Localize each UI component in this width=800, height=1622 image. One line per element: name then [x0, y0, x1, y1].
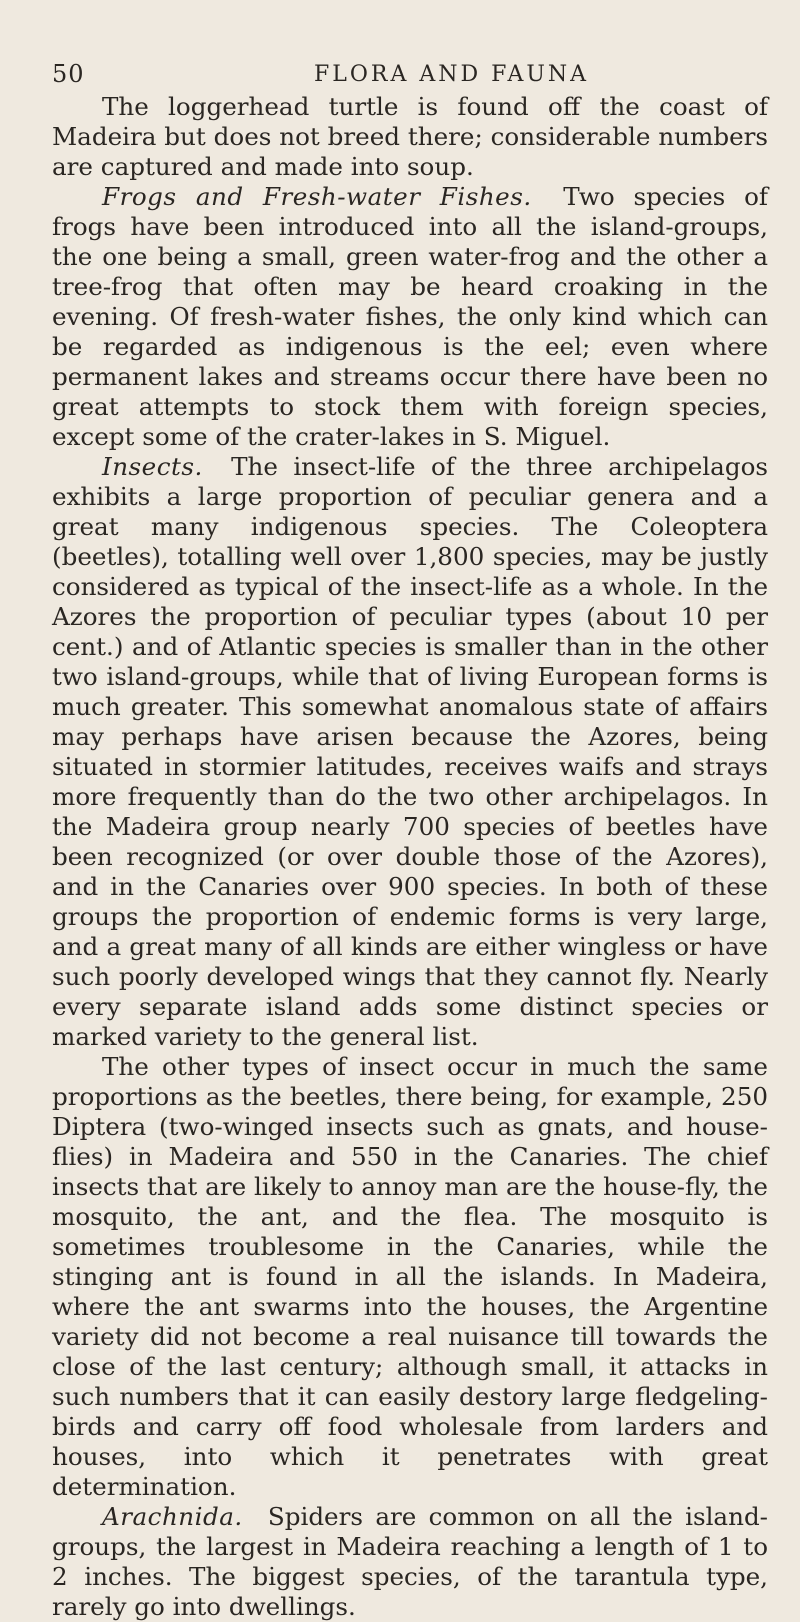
paragraph-insects: [52, 452, 768, 1052]
page-number: 50: [52, 60, 85, 88]
paragraph-other-insects: [52, 1052, 768, 1502]
paragraph-arachnida: [52, 1502, 768, 1622]
paragraph-text: Spiders are common on all the island-groups, the largest in Madeira reaching a length of 1 to 2 inches. The biggest species, of the tarantula type, rarely go into dwellings.: [52, 1502, 768, 1621]
paragraph-text: The insect-life of the three archipelagos exhibits a large proportion of peculiar genera and a great many indigenous species. The Coleoptera (beetles), totalling well over 1,800 species, may be justly considered as typical of the insect-life as a whole. In the Azores the proportion of peculiar types (about 10 per cent.) and of Atlantic species is smaller than in the other two island-groups, while that of living European forms is much greater. This somewhat anomalous state of affairs may perhaps have arisen because the Azores, being situated in stormier latitudes, receives waifs and strays more frequently than do the two other archipelagos. In the Madeira group nearly 700 species of beetles have been recognized (or over double those of the Azores), and in the Canaries over 900 species. In both of these groups the proportion of endemic forms is very large, and a great many of all kinds are either wingless or have such poorly developed wings that they cannot fly. Nearly every separate island adds some distinct species or marked variety to the general list.: [52, 452, 768, 1051]
section-heading-insects: Insects.: [102, 452, 216, 481]
paragraph-text: Two species of frogs have been introduced into all the island-groups, the one being a small, green water-frog and the other a tree-frog that often may be heard croaking in the evening. Of fresh-water fishes, the only kind which can be regarded as indigenous is the eel; even where permanent lakes and streams occur there have been no great attempts to stock them with foreign species, except some of the crater-lakes in S. Miguel.: [52, 182, 768, 451]
body-text: [52, 92, 768, 1622]
section-heading-frogs-fishes: Frogs and Fresh-water Fishes.: [102, 182, 545, 211]
section-heading-arachnida: Arachnida.: [102, 1502, 256, 1531]
paragraph-frogs-fishes: [52, 182, 768, 452]
paragraph-text: The other types of insect occur in much the same proportions as the beetles, there being, for example, 250 Diptera (two-winged insects such as gnats, and house-flies) in Madeira and 550 in the Canaries. The chief insects that are likely to annoy man are the house-fly, the mosquito, the ant, and the flea. The mosquito is sometimes troublesome in the Canaries, while the stinging ant is found in all the islands. In Madeira, where the ant swarms into the houses, the Argentine variety did not become a real nuisance till towards the close of the last century; although small, it attacks in such numbers that it can easily destory large fledgeling-birds and carry off food wholesale from larders and houses, into which it penetrates with great determination.: [52, 1052, 768, 1501]
page-header: [52, 48, 768, 86]
paragraph-loggerhead-turtle: [52, 92, 768, 182]
running-head: FLORA AND FAUNA: [314, 62, 590, 87]
paragraph-text: The loggerhead turtle is found off the coast of Madeira but does not breed there; considerable numbers are captured and made into soup.: [52, 92, 768, 181]
